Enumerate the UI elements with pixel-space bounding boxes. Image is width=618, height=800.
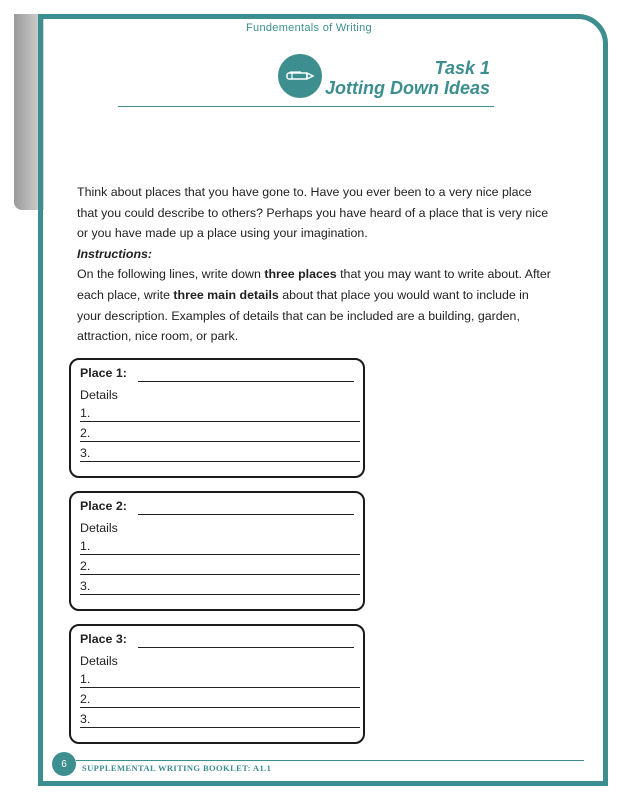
detail-line-2[interactable] xyxy=(80,692,360,710)
detail-number: 3. xyxy=(80,712,91,726)
footer-rule xyxy=(76,760,584,761)
detail-line-3[interactable] xyxy=(80,712,360,730)
header-rule xyxy=(118,106,494,107)
place-input-line[interactable] xyxy=(138,381,354,382)
detail-line-1[interactable] xyxy=(80,672,360,690)
detail-line-2[interactable] xyxy=(80,426,360,444)
detail-number: 1. xyxy=(80,406,91,420)
place-label: Place 3: xyxy=(80,632,127,646)
place-row xyxy=(80,499,360,517)
running-head: Fundementals of Writing xyxy=(246,22,372,34)
place-row xyxy=(80,366,360,384)
task-number: Task 1 xyxy=(434,58,490,78)
detail-number: 1. xyxy=(80,539,91,553)
detail-line-1[interactable] xyxy=(80,539,360,557)
pen-icon xyxy=(285,70,315,82)
task-title xyxy=(320,58,490,98)
intro-paragraph: Think about places that you have gone to. Have you ever been to a very nice place that you could describe to others? Perhaps you have heard of a place that is very nice or you have made up a place using your imagination. xyxy=(77,185,549,241)
detail-line-3[interactable] xyxy=(80,446,360,464)
page-number: 6 xyxy=(52,752,76,776)
place-input-line[interactable] xyxy=(138,647,354,648)
details-label: Details xyxy=(80,654,118,668)
booklet-title: SUPPLEMENTAL WRITING BOOKLET: A1.1 xyxy=(82,763,272,773)
place-row xyxy=(80,632,360,650)
detail-number: 2. xyxy=(80,426,91,440)
place-label: Place 1: xyxy=(80,366,127,380)
place-label: Place 2: xyxy=(80,499,127,513)
detail-number: 3. xyxy=(80,446,91,460)
instr-text-2: that you may want to write about. After each place, write xyxy=(77,267,551,302)
detail-line-3[interactable] xyxy=(80,579,360,597)
detail-number: 2. xyxy=(80,692,91,706)
details-label: Details xyxy=(80,521,118,535)
instructions-heading: Instructions: xyxy=(77,246,153,261)
detail-line-1[interactable] xyxy=(80,406,360,424)
place-box-1 xyxy=(69,358,365,478)
detail-line-2[interactable] xyxy=(80,559,360,577)
detail-number: 3. xyxy=(80,579,91,593)
task-badge xyxy=(278,54,322,98)
instructions-block xyxy=(77,182,553,347)
instr-text-1: On the following lines, write down xyxy=(77,267,265,282)
instr-emphasis-details: three main details xyxy=(173,287,279,302)
place-input-line[interactable] xyxy=(138,514,354,515)
task-name: Jotting Down Ideas xyxy=(324,78,490,98)
detail-number: 1. xyxy=(80,672,91,686)
place-box-3 xyxy=(69,624,365,744)
details-label: Details xyxy=(80,388,118,402)
instructions-paragraph xyxy=(77,264,553,346)
place-box-2 xyxy=(69,491,365,611)
detail-number: 2. xyxy=(80,559,91,573)
instr-emphasis-places: three places xyxy=(264,267,337,282)
instr-text-3: about that place you would want to include in your description. Examples of details that can be included are a building, garden, attraction, nice room, or park. xyxy=(77,287,529,344)
